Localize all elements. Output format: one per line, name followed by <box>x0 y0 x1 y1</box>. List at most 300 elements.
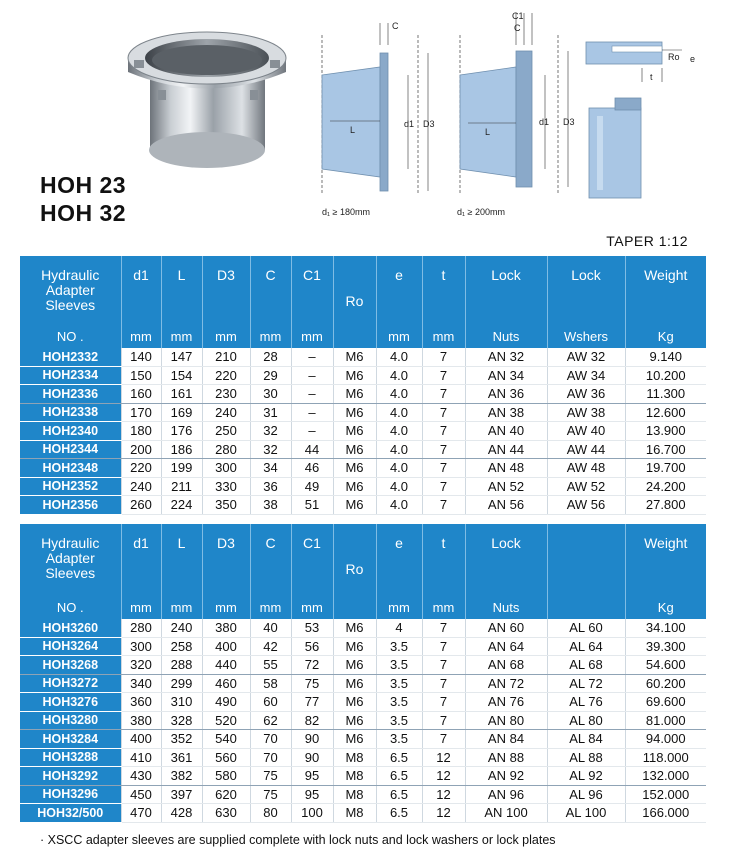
section-diagram-large <box>440 5 580 205</box>
table-cell: AN 52 <box>465 477 547 496</box>
table-cell: AN 38 <box>465 403 547 422</box>
table-cell: 400 <box>202 637 250 656</box>
column-header <box>202 256 250 348</box>
table-cell: AN 80 <box>465 711 547 730</box>
table-cell: M6 <box>333 366 376 385</box>
table-cell: M6 <box>333 496 376 515</box>
column-header <box>376 524 422 619</box>
table-cell: 77 <box>291 693 333 712</box>
table-cell: AW 40 <box>547 422 625 441</box>
table-cell: 4.0 <box>376 403 422 422</box>
table-cell: 352 <box>161 730 202 749</box>
table-cell: 7 <box>422 496 465 515</box>
table-cell: 288 <box>161 656 202 675</box>
table-cell: 27.800 <box>625 496 706 515</box>
table-cell: AL 84 <box>547 730 625 749</box>
column-label: Lock <box>491 267 521 283</box>
table-cell: 7 <box>422 440 465 459</box>
table-cell: 4.0 <box>376 496 422 515</box>
table-cell: 3.5 <box>376 711 422 730</box>
column-label: Lock <box>491 535 521 551</box>
table-cell: 166.000 <box>625 804 706 823</box>
column-unit: mm <box>259 600 282 615</box>
table-cell: 240 <box>202 403 250 422</box>
table-row <box>20 459 706 478</box>
table-cell: AN 48 <box>465 459 547 478</box>
table-cell: 7 <box>422 385 465 404</box>
table-cell: 10.200 <box>625 366 706 385</box>
table-cell: 75 <box>291 674 333 693</box>
table-cell: 220 <box>121 459 161 478</box>
table-cell: AW 34 <box>547 366 625 385</box>
table-cell: 49 <box>291 477 333 496</box>
c1-label: C1 <box>512 11 524 21</box>
table-cell: 280 <box>202 440 250 459</box>
table-cell: – <box>291 348 333 366</box>
table-row <box>20 422 706 441</box>
table-cell: 7 <box>422 403 465 422</box>
table-cell: 60.200 <box>625 674 706 693</box>
table-cell: 6.5 <box>376 748 422 767</box>
column-unit: Wshers <box>563 329 609 344</box>
table-cell: M6 <box>333 711 376 730</box>
d1-label-2: d1 <box>539 117 550 127</box>
footnote: · XSCC adapter sleeves are supplied complete with lock nuts and lock washers or lock plates <box>40 833 556 847</box>
column-header <box>291 524 333 619</box>
table-cell: M6 <box>333 403 376 422</box>
table-row <box>20 730 706 749</box>
table-cell: 80 <box>250 804 291 823</box>
table-cell: 520 <box>202 711 250 730</box>
part-number-cell: HOH2334 <box>20 366 121 385</box>
table-cell: 51 <box>291 496 333 515</box>
table-cell: 300 <box>121 637 161 656</box>
table-cell: 94.000 <box>625 730 706 749</box>
table-cell: 6.5 <box>376 804 422 823</box>
part-number-cell: HOH2344 <box>20 440 121 459</box>
table-cell: 9.140 <box>625 348 706 366</box>
table-cell: 176 <box>161 422 202 441</box>
table-cell: 118.000 <box>625 748 706 767</box>
table-cell: 32 <box>250 440 291 459</box>
table-cell: 12 <box>422 785 465 804</box>
column-unit: Kg <box>657 329 674 344</box>
table-cell: 3.5 <box>376 637 422 656</box>
part-number-cell: HOH2348 <box>20 459 121 478</box>
table-cell: 11.300 <box>625 385 706 404</box>
table-cell: 7 <box>422 459 465 478</box>
column-header <box>422 256 465 348</box>
hoh23-spec-table <box>20 256 706 515</box>
table-cell: AN 96 <box>465 785 547 804</box>
table-cell: AL 92 <box>547 767 625 786</box>
table-cell: 450 <box>121 785 161 804</box>
table-cell: 147 <box>161 348 202 366</box>
part-number-cell: HOH2352 <box>20 477 121 496</box>
table-cell: 4 <box>376 619 422 637</box>
table-cell: 72 <box>291 656 333 675</box>
table-cell: M6 <box>333 477 376 496</box>
part-number-cell: HOH3296 <box>20 785 121 804</box>
column-unit: mm <box>215 329 237 344</box>
table-cell: 7 <box>422 366 465 385</box>
part-number-cell: HOH2336 <box>20 385 121 404</box>
table-cell: 4.0 <box>376 477 422 496</box>
part-number-cell: HOH3288 <box>20 748 121 767</box>
column-label: Hydraulic Adapter Sleeves <box>41 267 100 313</box>
table-cell: – <box>291 385 333 404</box>
table-cell: 300 <box>202 459 250 478</box>
d1-label: d1 <box>404 119 415 129</box>
product-title-line-1: HOH 23 <box>40 172 127 198</box>
column-header <box>20 524 121 619</box>
table-cell: – <box>291 403 333 422</box>
column-label: L <box>177 267 186 283</box>
table-cell: 44 <box>291 440 333 459</box>
table-row <box>20 637 706 656</box>
table-cell: 42 <box>250 637 291 656</box>
header-row <box>20 524 706 619</box>
table-cell: 150 <box>121 366 161 385</box>
table-cell: AN 72 <box>465 674 547 693</box>
table-cell: 81.000 <box>625 711 706 730</box>
table-row <box>20 366 706 385</box>
table-cell: 40 <box>250 619 291 637</box>
table-cell: 382 <box>161 767 202 786</box>
table-row <box>20 385 706 404</box>
table-cell: 4.0 <box>376 385 422 404</box>
part-number-cell: HOH32/500 <box>20 804 121 823</box>
table-cell: 46 <box>291 459 333 478</box>
table-cell: 154 <box>161 366 202 385</box>
table-cell: 170 <box>121 403 161 422</box>
c-label: C <box>392 21 399 31</box>
table-cell: AN 68 <box>465 656 547 675</box>
column-unit: mm <box>259 329 282 344</box>
table-cell: 60 <box>250 693 291 712</box>
part-number-cell: HOH3292 <box>20 767 121 786</box>
column-header <box>202 524 250 619</box>
table-cell: 132.000 <box>625 767 706 786</box>
table-cell: 211 <box>161 477 202 496</box>
table-row <box>20 693 706 712</box>
table-cell: 210 <box>202 348 250 366</box>
table-cell: M6 <box>333 674 376 693</box>
column-header <box>422 524 465 619</box>
table-cell: 160 <box>121 385 161 404</box>
table-row <box>20 619 706 637</box>
table-cell: 75 <box>250 767 291 786</box>
table-row <box>20 656 706 675</box>
column-header <box>250 524 291 619</box>
column-unit: mm <box>432 329 455 344</box>
table-cell: 220 <box>202 366 250 385</box>
table-row <box>20 785 706 804</box>
l-label-2: L <box>485 127 491 137</box>
table-cell: 350 <box>202 496 250 515</box>
table-cell: 3.5 <box>376 730 422 749</box>
table-cell: 75 <box>250 785 291 804</box>
column-label: t <box>441 267 446 283</box>
column-unit: NO . <box>56 329 84 344</box>
column-unit: mm <box>301 600 323 615</box>
table-cell: 540 <box>202 730 250 749</box>
column-label: d1 <box>133 535 149 551</box>
table-cell: 224 <box>161 496 202 515</box>
table-cell: 310 <box>161 693 202 712</box>
table-cell: AN 92 <box>465 767 547 786</box>
table-cell: 4.0 <box>376 366 422 385</box>
table-cell: 62 <box>250 711 291 730</box>
table-cell: 36 <box>250 477 291 496</box>
table-cell: M6 <box>333 459 376 478</box>
table-cell: AW 36 <box>547 385 625 404</box>
table-cell: AL 68 <box>547 656 625 675</box>
part-number-cell: HOH3264 <box>20 637 121 656</box>
column-label: D3 <box>217 535 235 551</box>
table-cell: – <box>291 366 333 385</box>
table-cell: 55 <box>250 656 291 675</box>
column-header <box>333 524 376 619</box>
part-number-cell: HOH3284 <box>20 730 121 749</box>
table-cell: AW 48 <box>547 459 625 478</box>
table-cell: 24.200 <box>625 477 706 496</box>
part-number-cell: HOH2340 <box>20 422 121 441</box>
table-row <box>20 748 706 767</box>
ro-label: Ro <box>668 52 680 62</box>
column-header <box>547 524 625 619</box>
table-cell: 34.100 <box>625 619 706 637</box>
table-cell: 3.5 <box>376 693 422 712</box>
table-cell: 12 <box>422 804 465 823</box>
diagram-caption-large: d₁ ≥ 200mm <box>457 207 505 217</box>
table-cell: 7 <box>422 711 465 730</box>
table-cell: 31 <box>250 403 291 422</box>
column-label: Ro <box>345 293 364 309</box>
table-cell: AN 64 <box>465 637 547 656</box>
column-header <box>547 256 625 348</box>
table-cell: 240 <box>161 619 202 637</box>
part-number-cell: HOH3276 <box>20 693 121 712</box>
table-cell: 7 <box>422 674 465 693</box>
table-cell: 70 <box>250 730 291 749</box>
table-cell: 470 <box>121 804 161 823</box>
table-cell: 430 <box>121 767 161 786</box>
column-unit: NO . <box>56 600 84 615</box>
table-cell: 260 <box>121 496 161 515</box>
table-cell: 28 <box>250 348 291 366</box>
table-cell: AL 100 <box>547 804 625 823</box>
table-cell: 95 <box>291 767 333 786</box>
table-cell: 34 <box>250 459 291 478</box>
table-cell: 32 <box>250 422 291 441</box>
table-row <box>20 711 706 730</box>
table-cell: 361 <box>161 748 202 767</box>
table-row <box>20 403 706 422</box>
table-cell: 30 <box>250 385 291 404</box>
t-label: t <box>650 72 653 82</box>
table-cell: 6.5 <box>376 767 422 786</box>
part-number-cell: HOH3280 <box>20 711 121 730</box>
table-row <box>20 767 706 786</box>
table-cell: 410 <box>121 748 161 767</box>
table-cell: M6 <box>333 619 376 637</box>
column-unit: Nuts <box>492 329 520 344</box>
table-cell: AN 32 <box>465 348 547 366</box>
table-cell: 560 <box>202 748 250 767</box>
column-unit: mm <box>301 329 323 344</box>
column-unit: mm <box>432 600 455 615</box>
table-cell: 152.000 <box>625 785 706 804</box>
table-cell: M6 <box>333 656 376 675</box>
section-diagram-small <box>300 15 440 205</box>
table-cell: 630 <box>202 804 250 823</box>
table-cell: 380 <box>202 619 250 637</box>
table-cell: 12 <box>422 748 465 767</box>
column-label <box>548 524 625 536</box>
column-label: C <box>265 267 276 283</box>
table-cell: AN 84 <box>465 730 547 749</box>
table-cell: 230 <box>202 385 250 404</box>
column-label: L <box>177 535 186 551</box>
column-unit: Kg <box>657 600 674 615</box>
table-cell: 29 <box>250 366 291 385</box>
table-cell: AL 64 <box>547 637 625 656</box>
table-cell: AW 38 <box>547 403 625 422</box>
table-row <box>20 348 706 366</box>
table-row <box>20 477 706 496</box>
table-cell: 3.5 <box>376 674 422 693</box>
table-cell: 70 <box>250 748 291 767</box>
part-number-cell: HOH3272 <box>20 674 121 693</box>
taper-ratio: TAPER 1:12 <box>606 233 688 249</box>
table-cell: 200 <box>121 440 161 459</box>
column-label: Hydraulic Adapter Sleeves <box>41 535 100 581</box>
table-cell: M8 <box>333 804 376 823</box>
column-label: t <box>441 535 446 551</box>
table-cell: M6 <box>333 385 376 404</box>
table-cell: AN 56 <box>465 496 547 515</box>
table-cell: AW 52 <box>547 477 625 496</box>
column-header <box>20 256 121 348</box>
table-cell: 12.600 <box>625 403 706 422</box>
table-cell: 280 <box>121 619 161 637</box>
table-row <box>20 804 706 823</box>
table-cell: 19.700 <box>625 459 706 478</box>
table-cell: 340 <box>121 674 161 693</box>
table-cell: 38 <box>250 496 291 515</box>
table-cell: 7 <box>422 477 465 496</box>
column-label: e <box>395 267 403 283</box>
table-cell: M6 <box>333 348 376 366</box>
table-cell: 320 <box>121 656 161 675</box>
table-cell: 13.900 <box>625 422 706 441</box>
table-cell: M6 <box>333 730 376 749</box>
table-cell: AW 44 <box>547 440 625 459</box>
part-number-cell: HOH2356 <box>20 496 121 515</box>
column-label: D3 <box>217 267 235 283</box>
table-cell: M8 <box>333 748 376 767</box>
table-cell: – <box>291 422 333 441</box>
table-cell: 440 <box>202 656 250 675</box>
column-label: Ro <box>345 561 364 577</box>
column-unit: Nuts <box>492 600 520 615</box>
column-unit: mm <box>215 600 237 615</box>
table-cell: 180 <box>121 422 161 441</box>
l-label: L <box>350 125 356 135</box>
column-header <box>121 256 161 348</box>
sleeve-product-image <box>120 20 295 175</box>
oil-hole-detail-diagram <box>582 38 702 93</box>
table-cell: 90 <box>291 748 333 767</box>
table-cell: 7 <box>422 348 465 366</box>
table-cell: M8 <box>333 767 376 786</box>
part-number-cell: HOH3268 <box>20 656 121 675</box>
table-cell: AN 40 <box>465 422 547 441</box>
d3-label: D3 <box>423 119 435 129</box>
column-label: Weight <box>644 535 688 551</box>
table-cell: AL 60 <box>547 619 625 637</box>
table-cell: AW 56 <box>547 496 625 515</box>
column-label: Weight <box>644 267 688 283</box>
part-number-cell: HOH2338 <box>20 403 121 422</box>
table-cell: 6.5 <box>376 785 422 804</box>
column-label: C <box>265 535 276 551</box>
e-label: e <box>690 54 696 64</box>
table-cell: 4.0 <box>376 348 422 366</box>
table-cell: 12 <box>422 767 465 786</box>
table-cell: M6 <box>333 440 376 459</box>
column-label: C1 <box>303 535 321 551</box>
table-cell: M6 <box>333 637 376 656</box>
table-cell: AL 96 <box>547 785 625 804</box>
table-cell: 95 <box>291 785 333 804</box>
table-cell: M6 <box>333 693 376 712</box>
table-cell: 580 <box>202 767 250 786</box>
table-cell: 460 <box>202 674 250 693</box>
column-unit: mm <box>388 329 410 344</box>
table-cell: 240 <box>121 477 161 496</box>
diagram-caption-small: d₁ ≥ 180mm <box>322 207 370 217</box>
table-cell: 4.0 <box>376 459 422 478</box>
table-cell: 400 <box>121 730 161 749</box>
table-cell: 258 <box>161 637 202 656</box>
table-cell: 330 <box>202 477 250 496</box>
table-cell: 58 <box>250 674 291 693</box>
column-label: Lock <box>571 267 601 283</box>
table-cell: AN 100 <box>465 804 547 823</box>
table-row <box>20 496 706 515</box>
table-cell: 56 <box>291 637 333 656</box>
table-cell: AN 88 <box>465 748 547 767</box>
table-cell: 169 <box>161 403 202 422</box>
c-label-2: C <box>514 23 521 33</box>
column-unit: mm <box>388 600 410 615</box>
table-cell: 490 <box>202 693 250 712</box>
table-cell: AL 76 <box>547 693 625 712</box>
table-cell: 4.0 <box>376 440 422 459</box>
column-label: e <box>395 535 403 551</box>
column-header <box>161 524 202 619</box>
table-cell: AL 72 <box>547 674 625 693</box>
table-cell: AN 76 <box>465 693 547 712</box>
column-unit: mm <box>170 329 193 344</box>
sleeve-profile-detail-diagram <box>585 90 655 200</box>
table-cell: 53 <box>291 619 333 637</box>
table-cell: AL 80 <box>547 711 625 730</box>
table-cell: AN 34 <box>465 366 547 385</box>
column-unit: mm <box>130 329 152 344</box>
